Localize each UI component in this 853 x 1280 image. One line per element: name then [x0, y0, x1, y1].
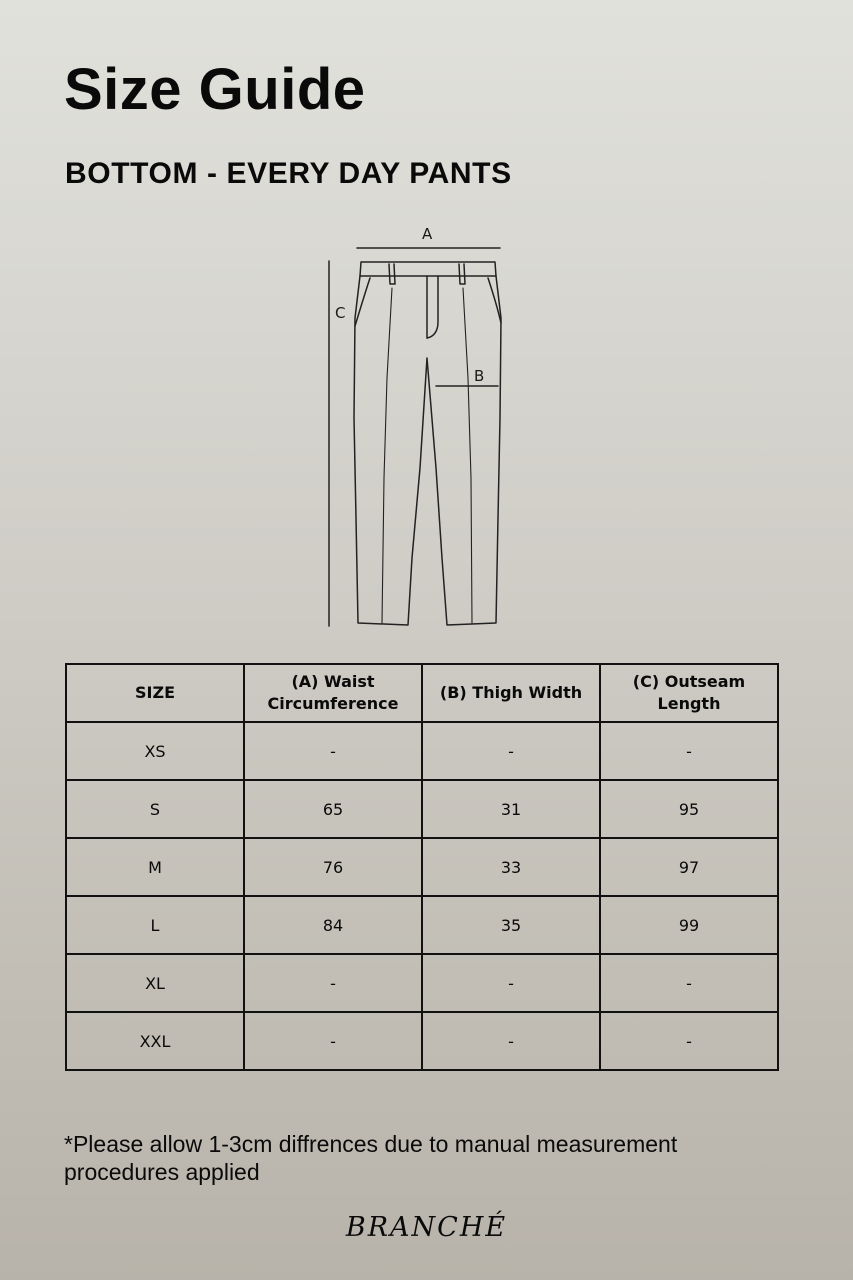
cell-size: XS [66, 722, 244, 780]
header-size: SIZE [66, 664, 244, 722]
table-row [66, 1012, 778, 1070]
table-row [66, 722, 778, 780]
label-c: C [335, 304, 346, 322]
table-row [66, 838, 778, 896]
cell-size: XXL [66, 1012, 244, 1070]
cell-outseam: - [600, 1012, 778, 1070]
measurement-note: *Please allow 1-3cm diffrences due to manual measurement procedures applied [64, 1131, 678, 1185]
header-waist: (A) Waist Circumference [244, 664, 422, 722]
cell-waist: 84 [244, 896, 422, 954]
cell-waist: - [244, 1012, 422, 1070]
cell-size: XL [66, 954, 244, 1012]
cell-waist: 65 [244, 780, 422, 838]
brand-logo: BRANCHÉ [345, 1212, 508, 1243]
waistband [360, 262, 496, 276]
label-b: B [474, 367, 485, 385]
cell-waist: - [244, 954, 422, 1012]
table-row [66, 780, 778, 838]
table-header-row [66, 664, 778, 722]
cell-size: L [66, 896, 244, 954]
page-title: Size Guide [64, 57, 366, 122]
pants-diagram [320, 218, 520, 633]
cell-outseam: 99 [600, 896, 778, 954]
cell-thigh: - [422, 722, 600, 780]
cell-waist: - [244, 722, 422, 780]
table-row [66, 954, 778, 1012]
cell-size: M [66, 838, 244, 896]
header-outseam: (C) Outseam Length [600, 664, 778, 722]
cell-thigh: - [422, 954, 600, 1012]
label-a: A [422, 225, 433, 243]
cell-outseam: 97 [600, 838, 778, 896]
cell-outseam: 95 [600, 780, 778, 838]
table-row [66, 896, 778, 954]
cell-thigh: - [422, 1012, 600, 1070]
cell-thigh: 33 [422, 838, 600, 896]
header-thigh: (B) Thigh Width [422, 664, 600, 722]
cell-outseam: - [600, 722, 778, 780]
size-table [65, 663, 779, 1071]
cell-thigh: 31 [422, 780, 600, 838]
page-subtitle: BOTTOM - EVERY DAY PANTS [65, 157, 512, 190]
cell-size: S [66, 780, 244, 838]
cell-thigh: 35 [422, 896, 600, 954]
cell-outseam: - [600, 954, 778, 1012]
cell-waist: 76 [244, 838, 422, 896]
